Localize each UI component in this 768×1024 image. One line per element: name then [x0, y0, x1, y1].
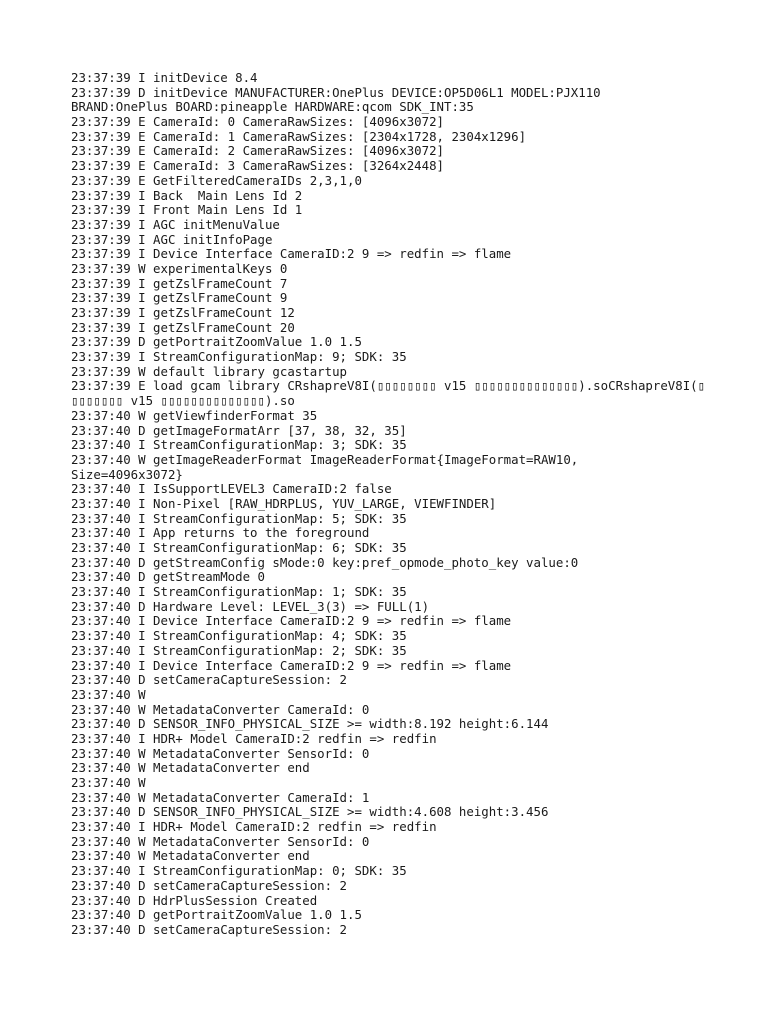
log-line: 23:37:39 W experimentalKeys 0 [71, 261, 288, 276]
log-line: 23:37:39 E CameraId: 2 CameraRawSizes: [4096x3072] [71, 144, 444, 159]
log-line: 23:37:40 W MetadataConverter SensorId: 0 [71, 834, 370, 849]
log-line: 23:37:39 D getPortraitZoomValue 1.0 1.5 [71, 335, 362, 350]
log-line: 23:37:40 D getPortraitZoomValue 1.0 1.5 [71, 908, 362, 923]
log-line: 23:37:40 I StreamConfigurationMap: 4; SDK: 35 [71, 629, 407, 644]
log-line: 23:37:39 I getZslFrameCount 20 [71, 320, 295, 335]
log-line: 23:37:40 I StreamConfigurationMap: 6; SDK: 35 [71, 541, 407, 555]
log-line: 23:37:39 I Device Interface CameraID:2 9 => redfin => flame [71, 247, 512, 262]
log-line: 23:37:40 W MetadataConverter CameraId: 0 [71, 702, 370, 717]
log-line: 23:37:39 I initDevice 8.4 [71, 71, 258, 85]
log-document [71, 71, 711, 938]
log-line: 23:37:39 E load gcam library CRshapreV8I(▯▯▯▯▯▯▯▯ v15 ▯▯▯▯▯▯▯▯▯▯▯▯▯▯).soCRshapreV8I(▯ [71, 379, 706, 394]
log-line: 23:37:40 I Non-Pixel [RAW_HDRPLUS, YUV_LARGE, VIEWFINDER] [71, 496, 497, 511]
log-line: 23:37:40 I HDR+ Model CameraID:2 redfin => redfin [71, 820, 437, 835]
log-line: 23:37:40 D getStreamMode 0 [71, 570, 265, 585]
log-line: 23:37:40 I Device Interface CameraID:2 9 => redfin => flame [71, 658, 512, 673]
log-line: 23:37:40 I App returns to the foreground [71, 526, 370, 541]
log-line: 23:37:40 I StreamConfigurationMap: 3; SDK: 35 [71, 438, 407, 453]
log-line: 23:37:40 D SENSOR_INFO_PHYSICAL_SIZE >= width:8.192 height:6.144 [71, 717, 549, 732]
log-line: 23:37:40 D SENSOR_INFO_PHYSICAL_SIZE >= width:4.608 height:3.456 [71, 805, 549, 820]
log-line: 23:37:40 I StreamConfigurationMap: 1; SDK: 35 [71, 585, 407, 600]
log-line: 23:37:39 I getZslFrameCount 9 [71, 291, 288, 306]
log-line: 23:37:40 W MetadataConverter CameraId: 1 [71, 790, 370, 805]
log-line: 23:37:39 I AGC initMenuValue [71, 217, 280, 232]
log-line: 23:37:40 W [71, 776, 146, 790]
log-line: 23:37:40 I Device Interface CameraID:2 9 => redfin => flame [71, 614, 512, 629]
log-line: 23:37:39 I getZslFrameCount 7 [71, 276, 288, 291]
log-line: 23:37:39 E CameraId: 0 CameraRawSizes: [4096x3072] [71, 115, 444, 130]
log-line: 23:37:40 I StreamConfigurationMap: 0; SDK: 35 [71, 864, 407, 879]
log-line: 23:37:40 W MetadataConverter SensorId: 0 [71, 746, 370, 761]
log-line: Size=4096x3072} [71, 467, 183, 482]
log-line: 23:37:40 W getImageReaderFormat ImageReaderFormat{ImageFormat=RAW10, [71, 452, 579, 467]
log-line: 23:37:39 E CameraId: 3 CameraRawSizes: [3264x2448] [71, 159, 444, 174]
log-line: 23:37:40 W [71, 687, 146, 702]
log-line: 23:37:40 D getStreamConfig sMode:0 key:pref_opmode_photo_key value:0 [71, 555, 579, 570]
log-line: 23:37:40 D setCameraCaptureSession: 2 [71, 673, 348, 688]
log-line: 23:37:39 I Front Main Lens Id 1 [71, 203, 303, 218]
log-line: ▯▯▯▯▯▯▯ v15 ▯▯▯▯▯▯▯▯▯▯▯▯▯▯).so [71, 394, 295, 409]
log-line: 23:37:39 E GetFilteredCameraIDs 2,3,1,0 [71, 173, 362, 188]
log-line: 23:37:40 D Hardware Level: LEVEL_3(3) => FULL(1) [71, 599, 430, 614]
log-line: 23:37:40 W MetadataConverter end [71, 761, 310, 776]
log-line: 23:37:39 W default library gcastartup [71, 364, 348, 379]
log-line: 23:37:40 D setCameraCaptureSession: 2 [71, 922, 348, 937]
log-line: 23:37:39 I getZslFrameCount 12 [71, 306, 295, 320]
log-line: 23:37:39 D initDevice MANUFACTURER:OnePlus DEVICE:OP5D06L1 MODEL:PJX110 [71, 85, 601, 100]
log-line: 23:37:40 D HdrPlusSession Created [71, 893, 318, 908]
log-line: 23:37:40 W getViewfinderFormat 35 [71, 408, 318, 423]
log-line: 23:37:40 D setCameraCaptureSession: 2 [71, 878, 348, 893]
log-line: 23:37:39 E CameraId: 1 CameraRawSizes: [2304x1728, 2304x1296] [71, 129, 527, 144]
log-line: 23:37:39 I StreamConfigurationMap: 9; SDK: 35 [71, 350, 407, 365]
log-line: 23:37:40 I IsSupportLEVEL3 CameraID:2 false [71, 482, 392, 497]
log-line: 23:37:39 I Back Main Lens Id 2 [71, 188, 303, 203]
log-line: 23:37:40 W MetadataConverter end [71, 849, 310, 864]
log-line: 23:37:40 D getImageFormatArr [37, 38, 32, 35] [71, 423, 407, 438]
log-line: 23:37:40 I StreamConfigurationMap: 5; SDK: 35 [71, 511, 407, 526]
log-line: 23:37:40 I HDR+ Model CameraID:2 redfin => redfin [71, 731, 437, 746]
log-line: 23:37:39 I AGC initInfoPage [71, 232, 273, 247]
log-line: BRAND:OnePlus BOARD:pineapple HARDWARE:qcom SDK_INT:35 [71, 100, 474, 115]
log-line: 23:37:40 I StreamConfigurationMap: 2; SDK: 35 [71, 643, 407, 658]
